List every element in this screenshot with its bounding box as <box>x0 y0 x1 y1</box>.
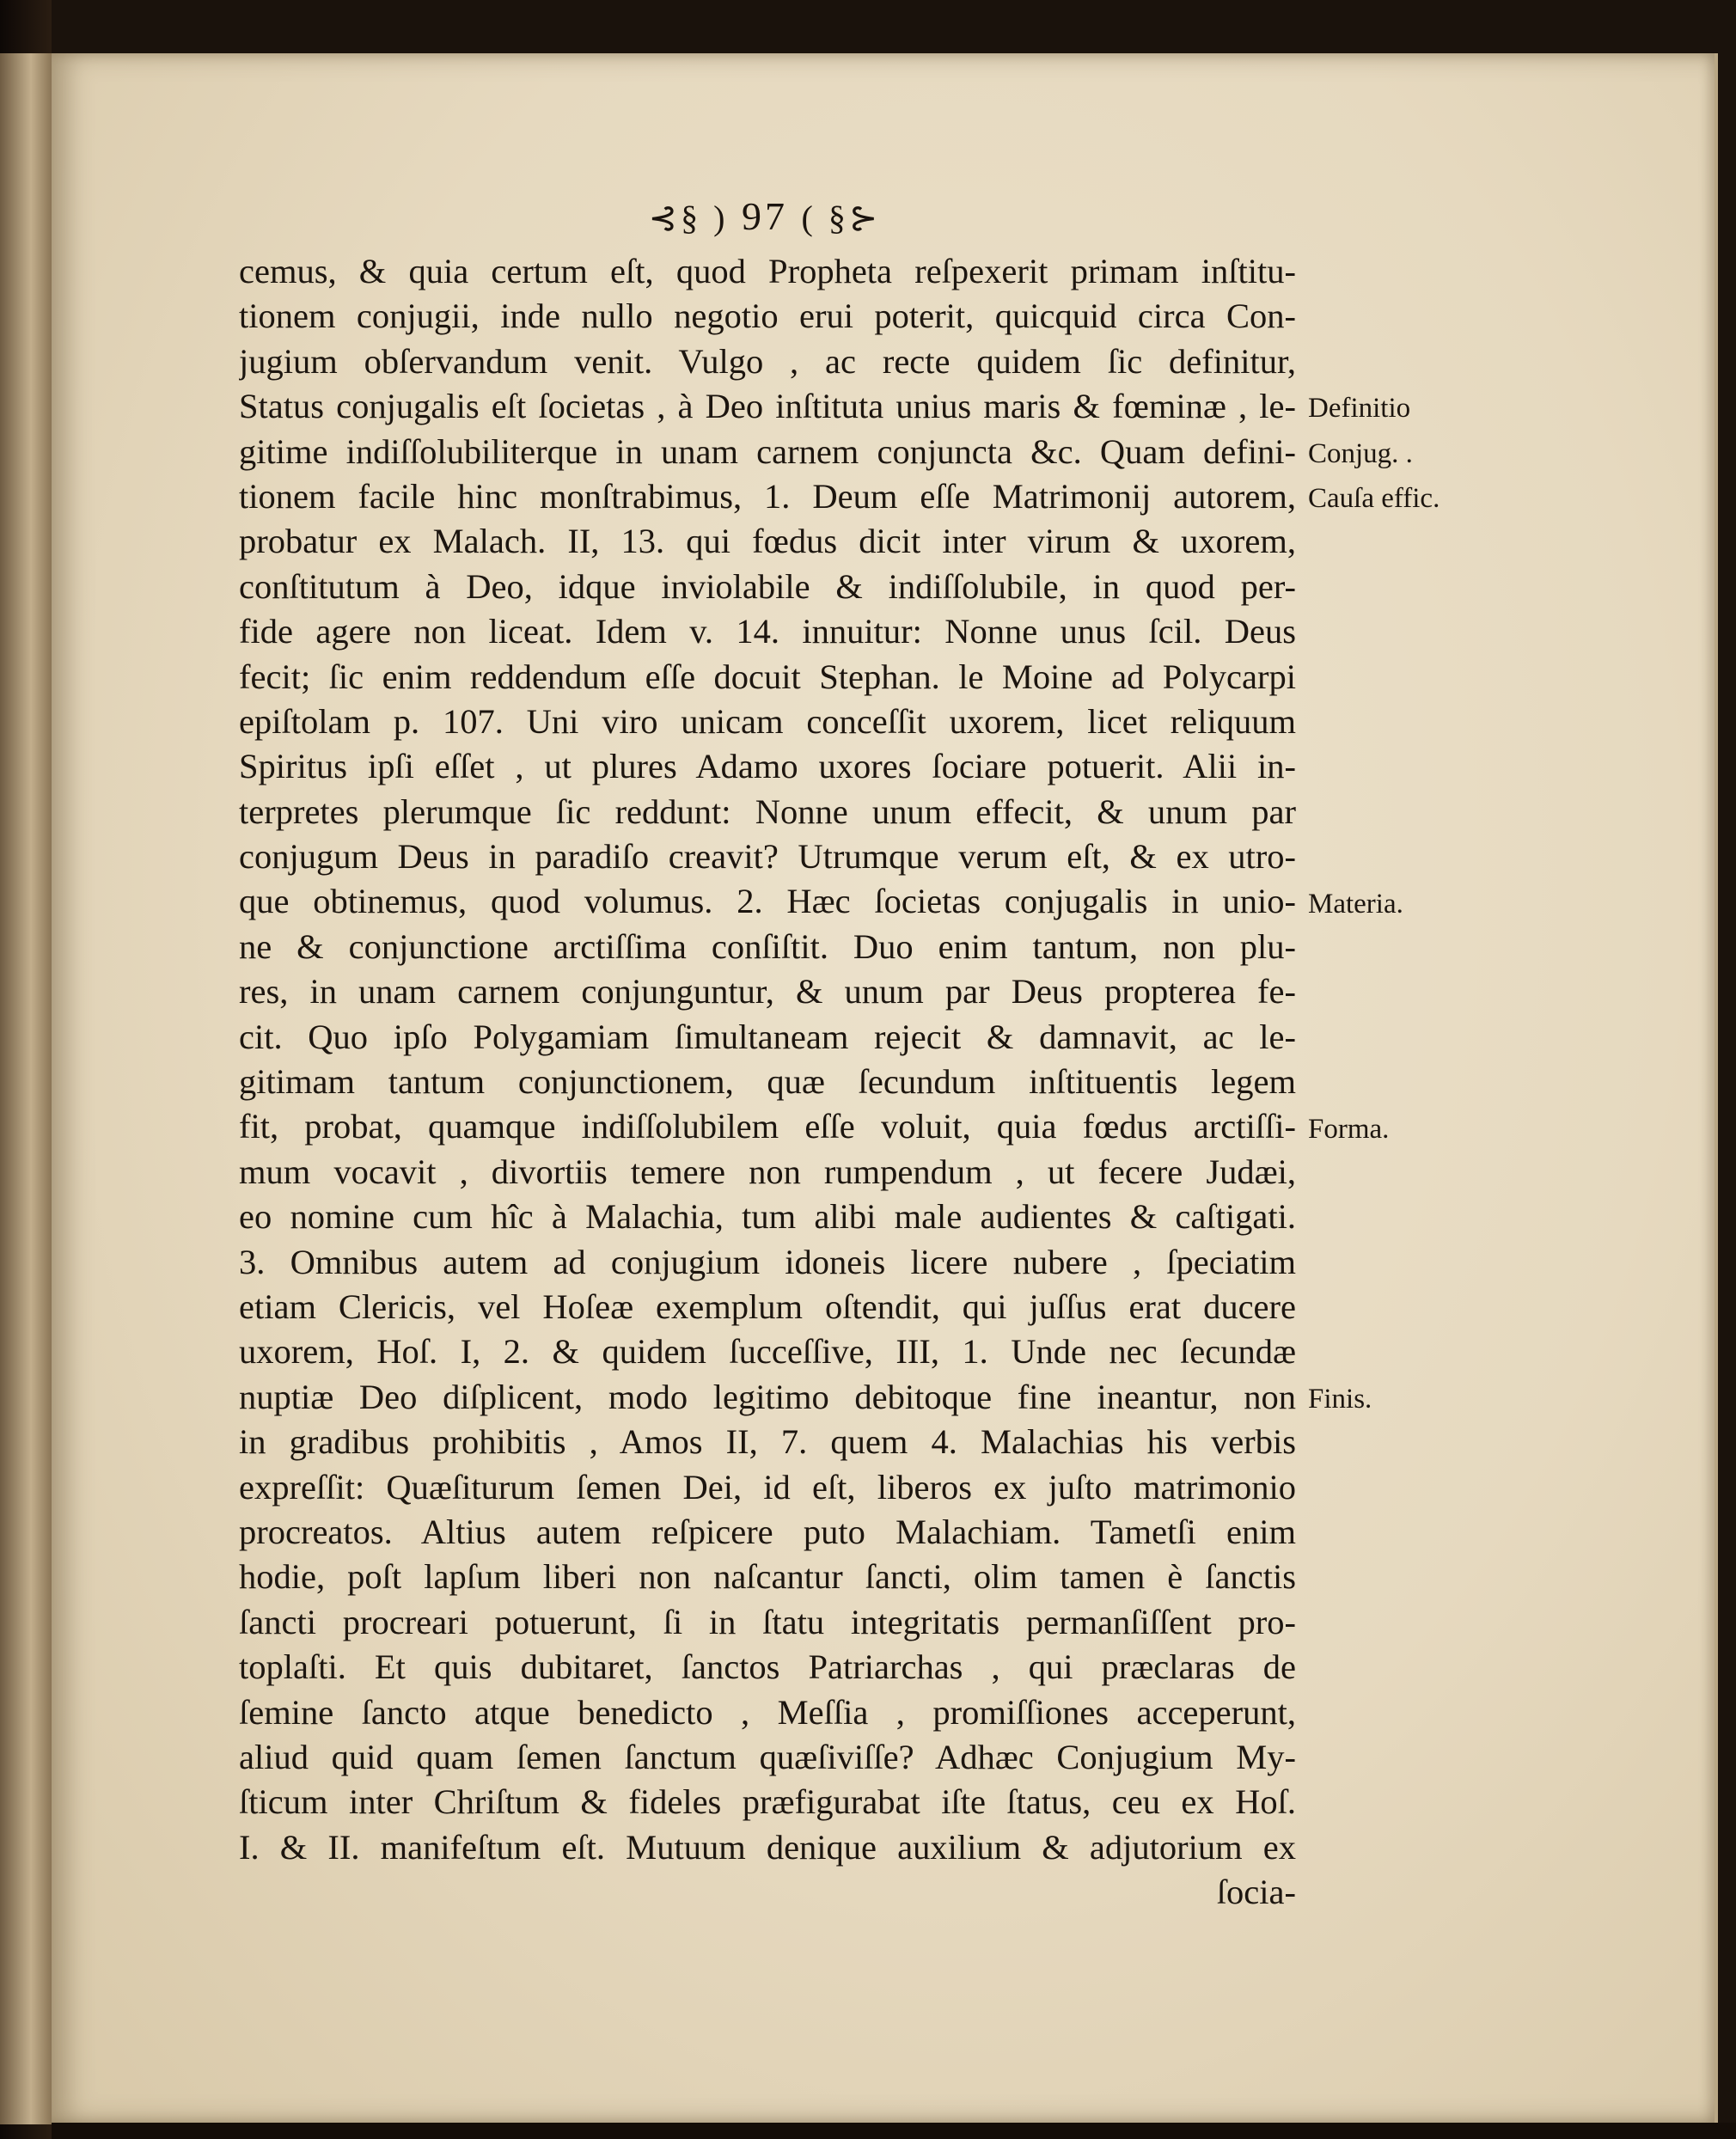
margin-note: Finis. <box>1308 1384 1372 1415</box>
text-line: nuptiæ Deo diſplicent, modo legitimo debitoque fine ineantur, non <box>239 1377 1296 1416</box>
text-line: terpretes plerumque ſic reddunt: Nonne unum effecit, & unum par <box>239 791 1296 831</box>
body-text <box>239 249 1296 1915</box>
text-line: fecit; ſic enim reddendum eſſe docuit Stephan. le Moine ad Polycarpi <box>239 657 1296 696</box>
margin-note: Forma. <box>1308 1113 1390 1145</box>
previous-page-edge <box>0 53 54 2124</box>
background-bottom <box>52 2123 1736 2139</box>
text-line: aliud quid quam ſemen ſanctum quæſiviſſe? Adhæc Conjugium My- <box>239 1737 1296 1776</box>
text-line: uxorem, Hoſ. I, 2. & quidem ſucceſſive, III, 1. Unde nec ſecundæ <box>239 1332 1296 1372</box>
margin-note: Cauſa effic. <box>1308 483 1440 514</box>
margin-note: Conjug. . <box>1308 437 1413 469</box>
header-ornament-left: ⊰§ ) <box>648 199 729 237</box>
text-line: in gradibus prohibitis , Amos II, 7. quem 4. Malachias his verbis <box>239 1422 1296 1462</box>
text-line: jugium obſervandum venit. Vulgo , ac recte quidem ſic definitur, <box>239 341 1296 381</box>
text-line: tionem conjugii, inde nullo negotio erui poterit, quicquid circa Con- <box>239 296 1296 336</box>
text-line: ſocia- <box>1216 1873 1296 1912</box>
text-line: cit. Quo ipſo Polygamiam ſimultaneam rejecit & damnavit, ac le- <box>239 1017 1296 1056</box>
text-line: gitimam tantum conjunctionem, quæ ſecundum inſtituentis legem <box>239 1062 1296 1102</box>
text-line: 3. Omnibus autem ad conjugium idoneis licere nubere , ſpeciatim <box>239 1242 1296 1281</box>
text-line: mum vocavit , divortiis temere non rumpendum , ut fecere Judæi, <box>239 1152 1296 1191</box>
text-line: expreſſit: Quæſiturum ſemen Dei, id eſt, liberos ex juſto matrimonio <box>239 1467 1296 1506</box>
text-line: gitime indiſſolubiliterque in unam carnem conjuncta &c. Quam defini- <box>239 431 1296 471</box>
text-line: epiſtolam p. 107. Uni viro unicam conceſſit uxorem, licet reliquum <box>239 701 1296 741</box>
text-line: eo nomine cum hîc à Malachia, tum alibi male audientes & caſtigati. <box>239 1197 1296 1237</box>
text-line: ſancti procreari potuerunt, ſi in ſtatu integritatis permanſiſſent pro- <box>239 1602 1296 1641</box>
text-line: procreatos. Altius autem reſpicere puto Malachiam. Tametſi enim <box>239 1512 1296 1551</box>
text-line: fide agere non liceat. Idem v. 14. innuitur: Nonne unus ſcil. Deus <box>239 612 1296 651</box>
text-line: hodie, poſt lapſum liberi non naſcantur ſancti, olim tamen è ſanctis <box>239 1557 1296 1597</box>
margin-note: Definitio <box>1308 393 1411 425</box>
margin-note: Materia. <box>1308 888 1403 920</box>
page-header <box>619 193 911 239</box>
text-line: ſticum inter Chriſtum & fideles præfigurabat iſte ſtatus, ceu ex Hoſ. <box>239 1782 1296 1822</box>
text-line: conjugum Deus in paradiſo creavit? Utrumque verum eſt, & ex utro- <box>239 837 1296 877</box>
text-line: conſtitutum à Deo, idque inviolabile & indiſſolubile, in quod per- <box>239 566 1296 606</box>
text-line: Spiritus ipſi eſſet , ut plures Adamo uxores ſociare potuerit. Alii in- <box>239 747 1296 786</box>
text-line: I. & II. manifeſtum eſt. Mutuum denique auxilium & adjutorium ex <box>239 1827 1296 1867</box>
text-line: etiam Clericis, vel Hoſeæ exemplum oſtendit, qui juſſus erat ducere <box>239 1286 1296 1326</box>
text-line: cemus, & quia certum eſt, quod Propheta reſpexerit primam inſtitu- <box>239 252 1296 290</box>
text-line: Status conjugalis eſt ſocietas , à Deo inſtituta unius maris & fœminæ , le- <box>239 387 1296 426</box>
page-number: 97 <box>742 194 788 238</box>
text-line: ſemine ſancto atque benedicto , Meſſia , promiſſiones acceperunt, <box>239 1692 1296 1732</box>
text-line: fit, probat, quamque indiſſolubilem eſſe voluit, quia fœdus arctiſſi- <box>239 1107 1296 1146</box>
header-ornament-right: ( §⊱ <box>801 199 882 237</box>
text-line: probatur ex Malach. II, 13. qui fœdus dicit inter virum & uxorem, <box>239 522 1296 561</box>
text-line: res, in unam carnem conjunguntur, & unum par Deus propterea fe- <box>239 972 1296 1011</box>
text-line: que obtinemus, quod volumus. 2. Hæc ſocietas conjugalis in unio- <box>239 882 1296 921</box>
text-line: toplaſti. Et quis dubitaret, ſanctos Patriarchas , qui præclaras de <box>239 1647 1296 1687</box>
text-line: tionem facile hinc monſtrabimus, 1. Deum eſſe Matrimonij autorem, <box>239 476 1296 516</box>
text-line: ne & conjunctione arctiſſima conſiſtit. Duo enim tantum, non plu- <box>239 926 1296 966</box>
